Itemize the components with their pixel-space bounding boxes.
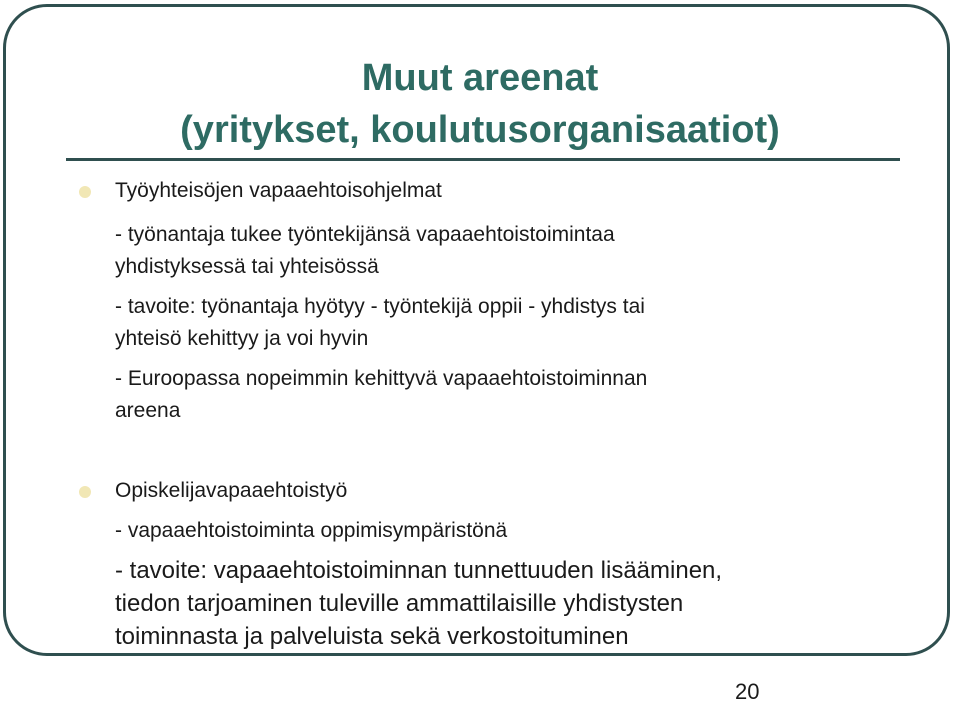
bullet-icon bbox=[79, 186, 91, 198]
section-2-heading: Opiskelijavapaaehtoistyö bbox=[115, 479, 348, 502]
bullet-icon bbox=[79, 486, 91, 498]
title-underline bbox=[66, 158, 900, 161]
section-1-line: - tavoite: työnantaja hyötyy - työntekijä oppii - yhdistys tai bbox=[115, 295, 645, 318]
page-number: 20 bbox=[735, 679, 760, 701]
section-2-line: - tavoite: vapaaehtoistoiminnan tunnettuuden lisääminen, bbox=[115, 557, 723, 584]
slide-title-line-1: Muut areenat bbox=[361, 57, 599, 99]
section-1-line: - Euroopassa nopeimmin kehittyvä vapaaehtoistoiminnan bbox=[115, 367, 648, 390]
section-1-heading: Työyhteisöjen vapaaehtoisohjelmat bbox=[115, 179, 442, 202]
section-2-line: - vapaaehtoistoiminta oppimisympäristönä bbox=[115, 519, 508, 542]
section-1-line: yhdistyksessä tai yhteisössä bbox=[115, 255, 379, 278]
section-1-line: yhteisö kehittyy ja voi hyvin bbox=[115, 327, 369, 350]
section-1-line: - työnantaja tukee työntekijänsä vapaaehtoistoimintaa bbox=[115, 223, 615, 246]
section-2-line: tiedon tarjoaminen tuleville ammattilaisille yhdistysten bbox=[115, 590, 684, 617]
slide-title-line-2: (yritykset, koulutusorganisaatiot) bbox=[180, 109, 780, 151]
section-1-line: areena bbox=[115, 399, 181, 422]
section-2-line: toiminnasta ja palveluista sekä verkostoituminen bbox=[115, 623, 629, 650]
